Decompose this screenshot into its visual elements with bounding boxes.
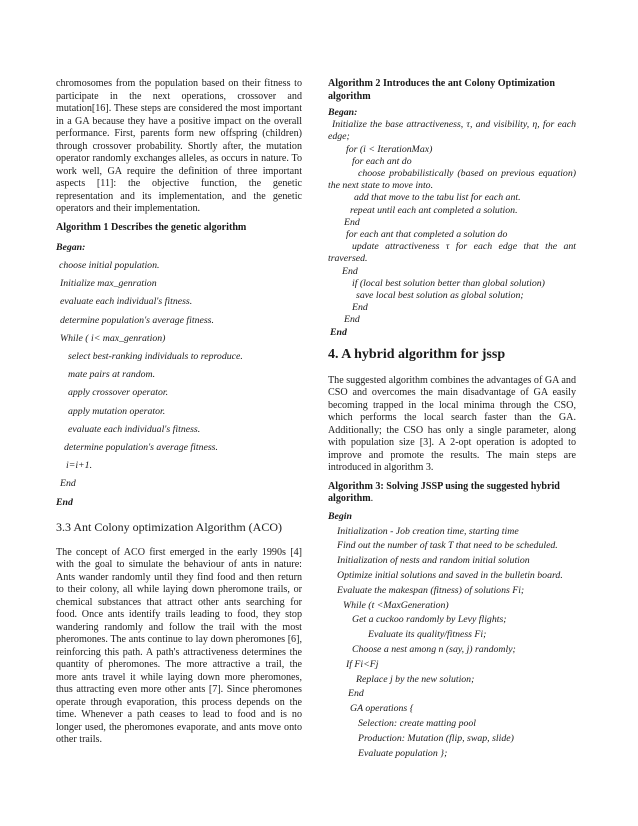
algo1-line: determine population's average fitness. bbox=[64, 442, 218, 454]
algo3-line: Evaluate population }; bbox=[358, 747, 448, 759]
algo3-line: GA operations { bbox=[350, 703, 414, 715]
algo2-line: add that move to the tabu list for each ant. bbox=[354, 192, 521, 204]
algorithm-3-body bbox=[328, 510, 576, 762]
section-heading-hybrid: 4. A hybrid algorithm for jssp bbox=[328, 346, 506, 362]
algo1-line: i=i+1. bbox=[66, 460, 93, 472]
algo1-line: choose initial population. bbox=[59, 260, 160, 271]
algo2-line: if (local best solution better than global solution) bbox=[352, 277, 545, 289]
left-column bbox=[56, 78, 302, 747]
algo3-line: Get a cuckoo randomly by Levy flights; bbox=[352, 614, 507, 626]
algo2-line: repeat until each ant completed a solution. bbox=[350, 204, 518, 216]
algo3-line: End bbox=[348, 688, 364, 700]
algo1-line: While ( i< max_genration) bbox=[60, 332, 166, 344]
algo2-line: End bbox=[352, 302, 368, 314]
aco-paragraph: The concept of ACO first emerged in the early 1990s [4] with the goal to simulate the behaviour of ants in nature: Ants wander randomly until they find food and then return to their colony, all while laying down pheromone trails, or chemical substances that attract other ants searching for food. Once ants identify trails leading to food, they stop wandering randomly and follow the trail with the most pheromones. The ants continue to lay down pheromones [6], reinforcing this path. A path's attractiveness determines the quantity of pheromones. The more attractive a trail, the more ants travel it while laying down more pheromones, thus attracting even more other ants [7]. Since pheromones operate through evaporation, this process depends on the time. Whenever a path ceases to lead to food and is no longer used, the pheromones evaporate, and ants move onto other trails. bbox=[56, 546, 302, 746]
algo3-line: Optimize initial solutions and saved in the bulletin board. bbox=[337, 570, 563, 582]
algo1-line: mate pairs at random. bbox=[68, 369, 156, 381]
algo3-line: While (t <MaxGeneration) bbox=[343, 599, 449, 611]
algo2-line: save local best solution as global solution; bbox=[356, 290, 524, 302]
algo2-line: Began: bbox=[328, 107, 358, 118]
algo2-line: End bbox=[344, 216, 360, 228]
intro-paragraph: chromosomes from the population based on their fitness to participate in the next operations, crossover and mutation[16]. These steps are considered the most important in a GA because they have a positive impact on the overall performance. First, parents form new offspring (children) through crossover probability. Shortly after, the mutation operator randomly exchanges alleles, as occurs in nature. To work well, GA require the definition of three important aspects [11]: the objective function, the genetic representation and its implementation, and the genetic operators and their implementation. bbox=[56, 78, 302, 214]
algo2-line: End bbox=[330, 326, 347, 338]
algo1-line: Initialize max_genration bbox=[60, 278, 157, 290]
algo3-line: Production: Mutation (flip, swap, slide) bbox=[358, 732, 514, 744]
algo3-line: Choose a nest among n (say, j) randomly; bbox=[352, 644, 516, 656]
algo1-line: evaluate each individual's fitness. bbox=[68, 423, 201, 435]
algo1-line: determine population's average fitness. bbox=[60, 314, 214, 326]
algo2-line: for (i < IterationMax) bbox=[346, 143, 433, 155]
algo2-line: update attractiveness τ for each edge that the ant traversed. bbox=[328, 241, 576, 265]
algo3-line: Evaluate the makespan (fitness) of solutions Fi; bbox=[337, 584, 525, 596]
algo2-line: choose probabilistically (based on previous equation) the next state to move into. bbox=[328, 168, 576, 192]
section-heading-aco: 3.3 Ant Colony optimization Algorithm (ACO) bbox=[56, 519, 282, 534]
algorithm-2-body bbox=[328, 107, 576, 339]
algorithm-2-title: Algorithm 2 Introduces the ant Colony Optimization algorithm bbox=[328, 78, 555, 102]
algo3-line: Begin bbox=[328, 510, 352, 522]
algo2-line: End bbox=[342, 265, 358, 277]
algorithm-3-title bbox=[328, 481, 576, 506]
algo1-line: evaluate each individual's fitness. bbox=[60, 296, 193, 308]
algorithm-1-body bbox=[56, 239, 302, 512]
algorithm-1-title: Algorithm 1 Describes the genetic algorithm bbox=[56, 221, 247, 233]
algo1-line: apply mutation operator. bbox=[68, 405, 166, 417]
algo1-line: apply crossover operator. bbox=[68, 387, 169, 399]
algorithm-3-title-period: . bbox=[370, 493, 374, 505]
algo3-line: Initialization of nests and random initial solution bbox=[337, 555, 530, 567]
algo3-line: Initialization - Job creation time, starting time bbox=[337, 525, 519, 537]
algo1-line: select best-ranking individuals to reproduce. bbox=[68, 351, 243, 363]
algo3-line: If Fi<Fj bbox=[346, 658, 379, 670]
algo3-line: Find out the number of task T that need to be scheduled. bbox=[337, 540, 558, 552]
right-column bbox=[328, 78, 576, 761]
hybrid-paragraph: The suggested algorithm combines the advantages of GA and CSO and overcomes the main disadvantage of GA easily becoming trapped in the local minima through the CSO, which performs the local search faster than the GA. Additionally; the CSO has only a single parameter, along with population size [3]. A 2-opt operation is adopted to improve and promote the results. The main steps are introduced in algorithm 3. bbox=[328, 374, 576, 474]
algo2-line: for each ant that completed a solution do bbox=[346, 229, 508, 241]
algo1-line: Began: bbox=[56, 242, 86, 253]
algo3-line: Evaluate its quality/fitness Fi; bbox=[368, 629, 487, 641]
algo1-line: End bbox=[60, 478, 76, 490]
algo3-line: Selection: create matting pool bbox=[358, 718, 476, 730]
algo1-line: End bbox=[56, 496, 73, 508]
algo2-line: for each ant do bbox=[352, 155, 412, 167]
algo2-line: End bbox=[344, 314, 360, 326]
algo2-line: Initialize the base attractiveness, τ, and visibility, η, for each edge; bbox=[328, 119, 576, 143]
algo3-line: Replace j by the new solution; bbox=[356, 673, 475, 685]
algorithm-3-title-text: Algorithm 3: Solving JSSP using the suggested hybrid algorithm bbox=[328, 480, 560, 505]
